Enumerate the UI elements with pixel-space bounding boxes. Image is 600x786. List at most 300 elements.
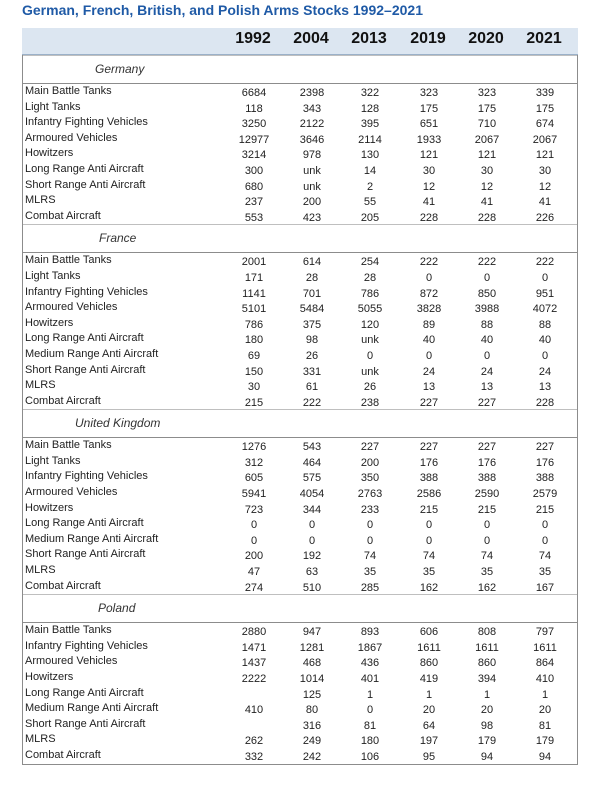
cell-2020: 808: [477, 626, 497, 639]
cell-2019: 651: [419, 118, 439, 131]
cell-2013: 180: [360, 735, 380, 748]
cell-1992: 237: [244, 196, 264, 209]
table-row: [23, 438, 577, 454]
cell-2020: 0: [483, 349, 491, 362]
row-label: Main Battle Tanks: [25, 624, 112, 637]
table-row: [23, 269, 577, 285]
cell-2020: 20: [480, 704, 494, 717]
table-row: [23, 178, 577, 194]
cell-2020: 179: [477, 735, 497, 748]
cell-2013: 5055: [357, 303, 383, 316]
cell-2013: 238: [360, 396, 380, 409]
cell-2004: 192: [302, 550, 322, 563]
cell-2020: 228: [477, 211, 497, 224]
cell-2021: 339: [535, 87, 555, 99]
cell-1992: 0: [250, 519, 258, 532]
row-label: Infantry Fighting Vehicles: [25, 285, 148, 298]
year-header-2021: 2021: [526, 30, 562, 47]
table-row: [23, 670, 577, 686]
cell-1992: 180: [244, 334, 264, 347]
cell-2020: 41: [480, 196, 494, 209]
cell-2013: 786: [360, 287, 380, 300]
cell-1992: 786: [244, 318, 264, 331]
cell-2013: 0: [366, 534, 374, 547]
cell-1992: 723: [244, 503, 264, 516]
cell-2020: 710: [477, 118, 497, 131]
cell-2020: 98: [480, 719, 494, 732]
table-row: [23, 547, 577, 563]
table-row: [23, 701, 577, 717]
cell-1992: 680: [244, 180, 264, 193]
arms-stocks-table: [22, 28, 578, 765]
cell-2013: 401: [360, 673, 380, 685]
cell-2004: 464: [302, 456, 322, 469]
cell-2004: 701: [302, 287, 322, 300]
cell-2004: 222: [302, 396, 322, 409]
table-row: [23, 253, 577, 269]
cell-2021: 12: [538, 180, 552, 193]
cell-1992: 1276: [241, 441, 267, 454]
row-label: Armoured Vehicles: [25, 655, 118, 668]
cell-2020: 227: [477, 441, 497, 454]
cell-2004: 61: [305, 381, 319, 394]
cell-2019: 74: [422, 550, 436, 563]
cell-2004: 978: [302, 149, 322, 162]
cell-1992: 312: [244, 456, 264, 469]
cell-2019: 89: [422, 318, 436, 331]
table-row: [23, 469, 577, 485]
cell-2020: 12: [480, 180, 494, 193]
table-row: [23, 532, 577, 548]
cell-2019: 0: [425, 349, 433, 362]
cell-2004: 344: [302, 503, 322, 516]
cell-2019: 35: [422, 566, 436, 579]
cell-2020: 850: [477, 287, 497, 300]
cell-2021: 388: [535, 472, 555, 485]
cell-2013: 233: [360, 503, 380, 516]
row-label: Long Range Anti Aircraft: [25, 686, 144, 699]
cell-2019: 24: [422, 365, 436, 378]
cell-1992: 30: [247, 381, 261, 394]
table-row: [23, 623, 577, 639]
section-poland: [22, 594, 578, 763]
cell-1992: 1471: [241, 641, 267, 654]
cell-2004: 3646: [299, 133, 325, 146]
cell-1992: 6684: [241, 87, 267, 99]
row-label: Long Range Anti Aircraft: [25, 517, 144, 530]
cell-2020: 394: [477, 673, 497, 685]
cell-2004: 543: [302, 441, 322, 454]
cell-2004: 4054: [299, 488, 325, 501]
table-row: [23, 394, 577, 410]
row-label: Combat Aircraft: [25, 748, 101, 761]
cell-1992: 605: [244, 472, 264, 485]
cell-2019: 176: [419, 456, 439, 469]
row-label: MLRS: [25, 194, 56, 207]
cell-2013: 35: [363, 566, 377, 579]
cell-2019: 64: [422, 719, 436, 732]
cell-1992: 150: [244, 365, 264, 378]
cell-2021: 13: [538, 381, 552, 394]
table-row: [23, 654, 577, 670]
cell-2013: 395: [360, 118, 380, 131]
table-row: [23, 100, 577, 116]
cell-2013: 0: [366, 349, 374, 362]
row-label: Short Range Anti Aircraft: [25, 717, 146, 730]
table-row: [23, 146, 577, 162]
cell-2019: 13: [422, 381, 436, 394]
cell-2013: 227: [360, 441, 380, 454]
cell-2004: 614: [302, 256, 322, 269]
cell-2021: 81: [538, 719, 552, 732]
cell-2004: 1014: [299, 673, 325, 685]
cell-2019: 3828: [416, 303, 442, 316]
cell-1992: 2001: [241, 256, 267, 269]
row-label: Long Range Anti Aircraft: [25, 332, 144, 345]
table-row: [23, 378, 577, 394]
cell-2021: 410: [535, 673, 555, 685]
cell-2021: 30: [538, 164, 552, 177]
cell-1992: 47: [247, 566, 261, 579]
cell-2004: 1281: [299, 641, 325, 654]
cell-2013: 2: [366, 180, 374, 193]
cell-2020: 30: [480, 164, 494, 177]
cell-1992: 274: [244, 581, 264, 594]
cell-2004: 26: [305, 349, 319, 362]
table-row: [23, 732, 577, 748]
table-row: [23, 84, 577, 100]
cell-2013: 350: [360, 472, 380, 485]
cell-2021: 40: [538, 334, 552, 347]
cell-2013: 1867: [357, 641, 383, 654]
cell-1992: 171: [244, 271, 264, 284]
row-label: MLRS: [25, 379, 56, 392]
cell-2021: 41: [538, 196, 552, 209]
cell-2019: 1: [425, 688, 433, 701]
cell-2013: 74: [363, 550, 377, 563]
cell-2021: 797: [535, 626, 555, 639]
cell-2021: 1: [541, 688, 549, 701]
cell-2021: 226: [535, 211, 555, 224]
row-label: Howitzers: [25, 501, 74, 514]
cell-2019: 40: [422, 334, 436, 347]
cell-2021: 88: [538, 318, 552, 331]
cell-2013: 893: [360, 626, 380, 639]
cell-2021: 222: [535, 256, 555, 269]
cell-2013: 0: [366, 519, 374, 532]
cell-2021: 2579: [532, 488, 558, 501]
year-header-2004: 2004: [293, 30, 329, 47]
cell-2004: 2398: [299, 87, 325, 99]
cell-1992: 69: [247, 349, 261, 362]
cell-2004: 575: [302, 472, 322, 485]
row-label: Combat Aircraft: [25, 394, 101, 407]
cell-2013: 128: [360, 102, 380, 115]
cell-2020: 2067: [474, 133, 500, 146]
cell-2021: 175: [535, 102, 555, 115]
cell-1992: 118: [245, 102, 263, 115]
cell-2019: 2586: [416, 488, 442, 501]
table-body: [22, 55, 578, 764]
cell-2004: 947: [302, 626, 322, 639]
cell-2004: 468: [302, 657, 322, 670]
cell-2020: 162: [477, 581, 497, 594]
cell-2004: 316: [302, 719, 322, 732]
table-row: [23, 563, 577, 579]
cell-2013: 436: [360, 657, 380, 670]
table-row: [23, 454, 577, 470]
row-label: Light Tanks: [25, 269, 81, 282]
cell-2013: 106: [360, 750, 380, 763]
cell-2013: 2114: [358, 133, 382, 146]
cell-2019: 388: [419, 472, 439, 485]
cell-2013: 26: [363, 381, 377, 394]
cell-2021: 167: [535, 581, 555, 594]
cell-2004: 331: [302, 365, 322, 378]
section-germany: [22, 55, 578, 224]
cell-2004: 80: [305, 704, 319, 717]
section-name: United Kingdom: [75, 416, 161, 431]
cell-2004: unk: [303, 164, 321, 177]
cell-2013: 81: [363, 719, 377, 732]
section-header: [23, 224, 577, 253]
section-name: Germany: [95, 62, 145, 76]
cell-2020: 0: [483, 519, 491, 532]
cell-2021: 35: [538, 566, 552, 579]
row-label: MLRS: [25, 733, 56, 746]
row-label: Main Battle Tanks: [25, 85, 112, 97]
cell-2019: 222: [419, 256, 439, 269]
section-header: [23, 594, 577, 623]
cell-2004: 510: [302, 581, 322, 594]
cell-2019: 12: [422, 180, 436, 193]
cell-2021: 176: [535, 456, 555, 469]
cell-2013: 130: [360, 149, 380, 162]
cell-2021: 2067: [532, 133, 558, 146]
cell-2019: 121: [419, 149, 439, 162]
cell-2021: 4072: [532, 303, 558, 316]
cell-2020: 88: [480, 318, 494, 331]
cell-2019: 0: [425, 519, 433, 532]
row-label: Infantry Fighting Vehicles: [25, 639, 148, 652]
cell-2020: 227: [477, 396, 497, 409]
cell-2004: 249: [302, 735, 322, 748]
cell-2020: 13: [480, 381, 494, 394]
cell-2019: 872: [419, 287, 439, 300]
cell-1992: 1141: [242, 287, 266, 300]
row-label: Long Range Anti Aircraft: [25, 162, 144, 175]
page-title: German, French, British, and Polish Arms Stocks 1992–2021: [22, 2, 423, 18]
row-label: MLRS: [25, 564, 56, 577]
section-header: [23, 55, 577, 84]
cell-1992: 262: [244, 735, 264, 748]
cell-2019: 197: [419, 735, 439, 748]
cell-2021: 864: [535, 657, 555, 670]
cell-2019: 227: [419, 441, 439, 454]
row-label: Combat Aircraft: [25, 579, 101, 592]
cell-1992: 1437: [241, 657, 267, 670]
table-row: [23, 717, 577, 733]
cell-2021: 0: [541, 271, 549, 284]
row-label: Short Range Anti Aircraft: [25, 548, 146, 561]
cell-2020: 24: [480, 365, 494, 378]
cell-2004: 375: [302, 318, 322, 331]
cell-2020: 176: [477, 456, 497, 469]
cell-2021: 0: [541, 519, 549, 532]
cell-2019: 228: [419, 211, 439, 224]
cell-2019: 860: [419, 657, 439, 670]
cell-2020: 388: [477, 472, 497, 485]
cell-2020: 3988: [474, 303, 500, 316]
table-row: [23, 300, 577, 316]
year-header-2019: 2019: [410, 30, 446, 47]
table-row: [23, 115, 577, 131]
cell-2021: 179: [535, 735, 555, 748]
cell-2004: 200: [302, 196, 322, 209]
cell-2019: 0: [425, 271, 433, 284]
cell-2020: 35: [480, 566, 494, 579]
cell-2004: 242: [302, 750, 322, 763]
cell-2019: 1933: [416, 133, 442, 146]
cell-2020: 40: [480, 334, 494, 347]
cell-2019: 30: [422, 164, 436, 177]
year-header-2020: 2020: [468, 30, 504, 47]
cell-2004: 0: [308, 519, 316, 532]
cell-2020: 215: [477, 503, 497, 516]
section-name: Poland: [98, 601, 136, 616]
row-label: Main Battle Tanks: [25, 439, 112, 452]
cell-1992: 553: [244, 211, 264, 224]
cell-2013: 322: [360, 87, 380, 99]
cell-1992: 12977: [238, 133, 270, 146]
cell-2019: 162: [419, 581, 439, 594]
cell-2020: 175: [477, 102, 497, 115]
cell-2020: 222: [477, 256, 497, 269]
row-label: Light Tanks: [25, 454, 81, 467]
cell-2020: 323: [477, 87, 497, 99]
cell-2021: 227: [535, 441, 555, 454]
cell-2004: 98: [305, 334, 319, 347]
cell-2021: 74: [538, 550, 552, 563]
cell-2021: 20: [538, 704, 552, 717]
cell-1992: 3214: [241, 149, 267, 162]
cell-2013: 285: [360, 581, 380, 594]
row-label: Armoured Vehicles: [25, 131, 118, 144]
cell-2020: 0: [483, 271, 491, 284]
table-row: [23, 193, 577, 209]
cell-2021: 121: [535, 149, 555, 162]
table-row: [23, 639, 577, 655]
cell-1992: 410: [244, 704, 264, 717]
cell-2013: 55: [363, 196, 377, 209]
cell-2013: 2763: [357, 488, 383, 501]
cell-1992: 332: [244, 750, 264, 763]
cell-2019: 1611: [417, 641, 441, 654]
cell-2013: 14: [363, 164, 377, 177]
cell-2019: 175: [419, 102, 439, 115]
table-row: [23, 579, 577, 595]
table-row: [23, 748, 577, 764]
cell-2013: 1: [366, 688, 374, 701]
table-row: [23, 363, 577, 379]
row-label: Infantry Fighting Vehicles: [25, 116, 148, 129]
cell-2013: 0: [366, 704, 374, 717]
cell-2020: 121: [477, 149, 497, 162]
cell-2021: 951: [535, 287, 555, 300]
section-france: [22, 224, 578, 409]
cell-2020: 2590: [474, 488, 500, 501]
year-header-2013: 2013: [351, 30, 387, 47]
cell-2013: 120: [360, 318, 380, 331]
table-row: [23, 686, 577, 702]
row-label: Howitzers: [25, 671, 74, 683]
cell-1992: 0: [250, 534, 258, 547]
row-label: Howitzers: [25, 316, 74, 329]
row-label: Short Range Anti Aircraft: [25, 178, 146, 191]
table-row: [23, 347, 577, 363]
year-header-row: [22, 28, 578, 55]
cell-2004: 0: [308, 534, 316, 547]
row-label: Main Battle Tanks: [25, 254, 112, 267]
cell-2013: 254: [360, 256, 380, 269]
table-row: [23, 131, 577, 147]
table-row: [23, 209, 577, 225]
row-label: Howitzers: [25, 147, 74, 160]
table-row: [23, 485, 577, 501]
table-row: [23, 501, 577, 517]
cell-2021: 1611: [533, 641, 557, 654]
cell-2019: 95: [422, 750, 436, 763]
cell-2019: 323: [419, 87, 439, 99]
cell-2004: 2122: [299, 118, 325, 131]
cell-2020: 1: [483, 688, 491, 701]
cell-1992: 2222: [241, 673, 267, 685]
row-label: Medium Range Anti Aircraft: [25, 347, 159, 360]
cell-1992: 215: [244, 396, 264, 409]
cell-1992: 2880: [241, 626, 267, 639]
cell-2004: 343: [302, 102, 322, 115]
cell-1992: 200: [244, 550, 264, 563]
cell-2019: 419: [419, 673, 439, 685]
cell-2013: unk: [361, 365, 379, 378]
cell-2019: 41: [422, 196, 436, 209]
cell-2021: 0: [541, 534, 549, 547]
section-name: France: [99, 231, 137, 246]
row-label: Combat Aircraft: [25, 209, 101, 222]
table-row: [23, 162, 577, 178]
cell-2004: unk: [303, 180, 321, 193]
cell-2004: 28: [305, 271, 319, 284]
cell-2021: 0: [541, 349, 549, 362]
cell-1992: 300: [244, 164, 264, 177]
cell-2019: 20: [422, 704, 436, 717]
cell-2021: 674: [535, 118, 555, 131]
cell-1992: 3250: [241, 118, 267, 131]
cell-2021: 94: [538, 750, 552, 763]
row-label: Armoured Vehicles: [25, 486, 118, 499]
row-label: Armoured Vehicles: [25, 301, 118, 314]
cell-2020: 94: [480, 750, 494, 763]
cell-2019: 215: [419, 503, 439, 516]
cell-2019: 0: [425, 534, 433, 547]
cell-2020: 860: [477, 657, 497, 670]
row-label: Medium Range Anti Aircraft: [25, 532, 159, 545]
cell-2013: 28: [363, 271, 377, 284]
table-row: [23, 331, 577, 347]
cell-2004: 423: [302, 211, 322, 224]
cell-2019: 227: [419, 396, 439, 409]
cell-2004: 125: [302, 688, 322, 701]
